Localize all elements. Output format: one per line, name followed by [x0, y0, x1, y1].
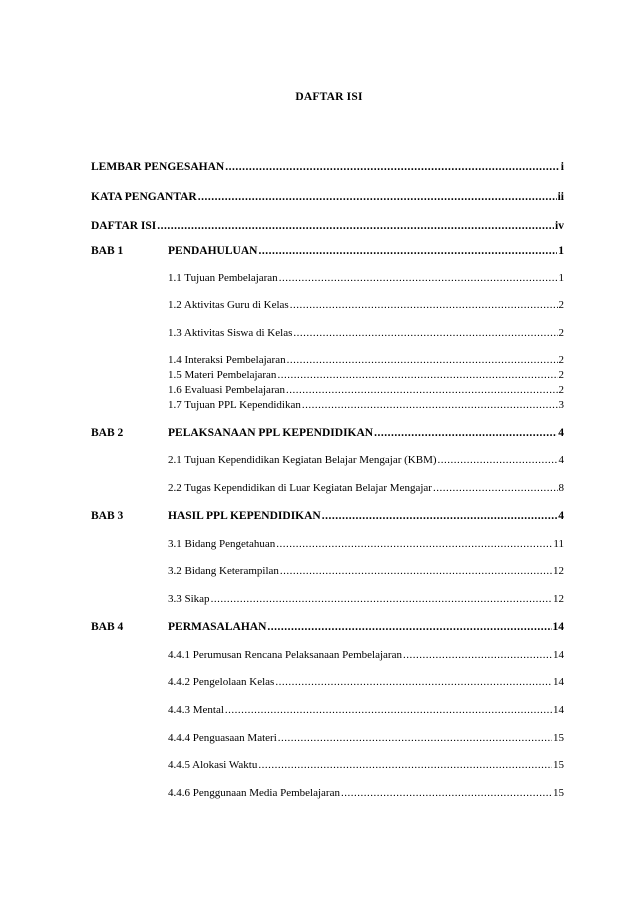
toc-subentry	[168, 383, 564, 397]
dot-leader	[211, 592, 552, 606]
dot-leader	[198, 190, 557, 204]
toc-subentry	[168, 298, 564, 312]
dot-leader	[433, 481, 558, 495]
dot-leader	[277, 368, 557, 382]
toc-subentry	[168, 326, 564, 340]
dot-leader	[403, 648, 552, 662]
toc-subentry	[168, 271, 564, 285]
subentry-page: 12	[553, 565, 564, 577]
chapter-page: 1	[558, 245, 564, 257]
subentry-label: 4.4.2 Pengelolaan Kelas	[168, 676, 275, 688]
subentry-label: 4.4.4 Penguasaan Materi	[168, 732, 277, 744]
toc-entry-page: ii	[557, 191, 564, 203]
dot-leader	[279, 271, 558, 285]
dot-leader	[290, 298, 558, 312]
subentry-page: 1	[558, 272, 564, 284]
subentry-page: 2	[558, 299, 564, 311]
toc-subentry	[168, 703, 564, 717]
dot-leader	[225, 160, 560, 174]
subentry-page: 15	[553, 787, 564, 799]
subentry-label: 1.3 Aktivitas Siswa di Kelas	[168, 327, 293, 339]
subentry-page: 14	[553, 649, 564, 661]
subentry-page: 14	[553, 676, 564, 688]
toc-subentry	[168, 648, 564, 662]
dot-leader	[276, 537, 552, 551]
dot-leader	[322, 509, 558, 523]
subentry-label: 3.3 Sikap	[168, 593, 210, 605]
subentry-page: 11	[553, 538, 564, 550]
chapter-title: HASIL PPL KEPENDIDIKAN	[168, 510, 321, 522]
chapter-heading	[168, 509, 564, 523]
subentry-page: 2	[558, 369, 564, 381]
subentry-page: 3	[558, 399, 564, 411]
toc-subentry	[168, 353, 564, 367]
subentry-label: 1.2 Aktivitas Guru di Kelas	[168, 299, 289, 311]
dot-leader	[302, 398, 558, 412]
dot-leader	[287, 353, 558, 367]
chapter-heading	[168, 426, 564, 440]
subentry-label: 1.5 Materi Pembelajaran	[168, 369, 277, 381]
toc-subentry	[168, 537, 564, 551]
subentry-label: 1.1 Tujuan Pembelajaran	[168, 272, 278, 284]
chapter-number: BAB 2	[91, 427, 124, 439]
page-title: DAFTAR ISI	[295, 91, 363, 103]
toc-subentry	[168, 368, 564, 382]
toc-entry-label: KATA PENGANTAR	[91, 191, 197, 203]
toc-entry-label: DAFTAR ISI	[91, 220, 157, 232]
subentry-label: 1.4 Interaksi Pembelajaran	[168, 354, 286, 366]
subentry-page: 12	[553, 593, 564, 605]
dot-leader	[374, 426, 557, 440]
dot-leader	[286, 383, 558, 397]
dot-leader	[157, 219, 554, 233]
dot-leader	[225, 703, 552, 717]
chapter-page: 14	[552, 621, 564, 633]
toc-entry	[91, 190, 564, 204]
toc-subentry	[168, 731, 564, 745]
toc-subentry	[168, 398, 564, 412]
dot-leader	[258, 758, 552, 772]
chapter-title: PELAKSANAAN PPL KEPENDIDIKAN	[168, 427, 374, 439]
subentry-page: 15	[553, 759, 564, 771]
chapter-number: BAB 1	[91, 245, 124, 257]
chapter-page: 4	[558, 427, 564, 439]
dot-leader	[278, 731, 552, 745]
subentry-page: 2	[558, 354, 564, 366]
subentry-label: 2.2 Tugas Kependidikan di Luar Kegiatan Belajar Mengajar	[168, 482, 432, 494]
chapter-title: PERMASALAHAN	[168, 621, 267, 633]
chapter-heading	[168, 620, 564, 634]
subentry-page: 14	[553, 704, 564, 716]
dot-leader	[258, 244, 557, 258]
toc-subentry	[168, 786, 564, 800]
toc-subentry	[168, 675, 564, 689]
subentry-label: 4.4.5 Alokasi Waktu	[168, 759, 258, 771]
subentry-page: 2	[558, 384, 564, 396]
toc-entry	[91, 219, 564, 233]
subentry-label: 3.2 Bidang Keterampilan	[168, 565, 279, 577]
toc-entry-page: iv	[555, 220, 564, 232]
subentry-label: 4.4.3 Mental	[168, 704, 224, 716]
subentry-page: 2	[558, 327, 564, 339]
toc-subentry	[168, 592, 564, 606]
subentry-page: 4	[558, 454, 564, 466]
chapter-heading	[168, 244, 564, 258]
dot-leader	[280, 564, 552, 578]
subentry-label: 1.6 Evaluasi Pembelajaran	[168, 384, 285, 396]
subentry-page: 15	[553, 732, 564, 744]
dot-leader	[267, 620, 551, 634]
toc-entry-label: LEMBAR PENGESAHAN	[91, 161, 225, 173]
toc-subentry	[168, 564, 564, 578]
toc-entry-page: i	[560, 161, 564, 173]
subentry-label: 4.4.6 Penggunaan Media Pembelajaran	[168, 787, 340, 799]
chapter-title: PENDAHULUAN	[168, 245, 258, 257]
toc-entry	[91, 160, 564, 174]
subentry-label: 3.1 Bidang Pengetahuan	[168, 538, 276, 550]
toc-subentry	[168, 481, 564, 495]
dot-leader	[438, 453, 558, 467]
chapter-page: 4	[558, 510, 564, 522]
subentry-page: 8	[558, 482, 564, 494]
subentry-label: 4.4.1 Perumusan Rencana Pelaksanaan Pembelajaran	[168, 649, 402, 661]
toc-subentry	[168, 758, 564, 772]
subentry-label: 2.1 Tujuan Kependidikan Kegiatan Belajar Mengajar (KBM)	[168, 454, 437, 466]
chapter-number: BAB 3	[91, 510, 124, 522]
chapter-number: BAB 4	[91, 621, 124, 633]
dot-leader	[275, 675, 552, 689]
dot-leader	[341, 786, 552, 800]
subentry-label: 1.7 Tujuan PPL Kependidikan	[168, 399, 301, 411]
toc-subentry	[168, 453, 564, 467]
dot-leader	[293, 326, 557, 340]
